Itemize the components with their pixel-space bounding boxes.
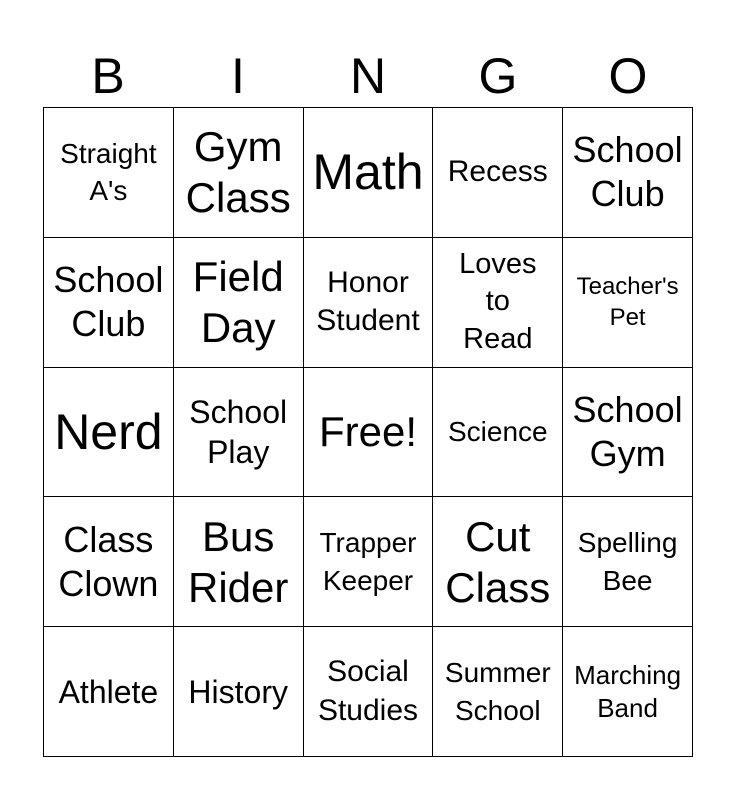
bingo-cell[interactable] [304, 238, 434, 368]
header-letter-b: B [91, 48, 125, 104]
bingo-cell[interactable] [44, 497, 174, 627]
bingo-cell-label: Honor Student [316, 265, 420, 338]
bingo-cell-label: Loves to Read [459, 247, 537, 356]
bingo-cell-label: Summer School [444, 656, 551, 726]
bingo-cell-label: Gym Class [185, 123, 291, 222]
bingo-cell-label: Bus Rider [188, 512, 289, 611]
bingo-card-grid [43, 107, 693, 757]
header-letter-i: I [231, 48, 245, 104]
bingo-cell-label: Athlete [58, 673, 159, 710]
bingo-cell[interactable] [433, 108, 563, 238]
bingo-cell[interactable] [44, 238, 174, 368]
bingo-cell[interactable] [44, 108, 174, 238]
header-letter-n: N [349, 48, 387, 104]
bingo-cell[interactable] [174, 627, 304, 757]
bingo-cell-label: School Club [572, 129, 683, 215]
bingo-cell[interactable] [563, 368, 693, 498]
bingo-cell[interactable] [174, 368, 304, 498]
bingo-cell-label: History [188, 673, 288, 710]
bingo-cell[interactable] [563, 108, 693, 238]
bingo-cell[interactable] [304, 627, 434, 757]
bingo-cell-label: Class Clown [58, 518, 159, 604]
bingo-cell-label: Straight A's [60, 137, 157, 207]
header-letter-g: G [478, 48, 518, 104]
bingo-cell[interactable] [174, 497, 304, 627]
bingo-cell-label: Nerd [54, 403, 163, 460]
bingo-cell-label: School Club [53, 259, 164, 345]
bingo-cell[interactable] [433, 497, 563, 627]
bingo-cell[interactable] [44, 627, 174, 757]
bingo-cell[interactable] [563, 497, 693, 627]
bingo-cell[interactable] [563, 238, 693, 368]
bingo-cell-label: Teacher's Pet [576, 273, 679, 332]
bingo-cell[interactable] [304, 108, 434, 238]
bingo-cell[interactable] [563, 627, 693, 757]
bingo-cell-label: Field Day [192, 252, 284, 352]
bingo-cell-label: School Gym [572, 389, 683, 474]
bingo-cell-label: Cut Class [445, 512, 551, 611]
bingo-cell[interactable] [44, 368, 174, 498]
bingo-cell-label: Trapper Keeper [319, 526, 417, 596]
bingo-cell-label: Math [312, 144, 424, 201]
bingo-cell[interactable] [304, 368, 434, 498]
bingo-header [43, 48, 693, 104]
bingo-cell[interactable] [174, 238, 304, 368]
bingo-cell-label: Spelling Bee [577, 526, 678, 596]
bingo-cell[interactable] [174, 108, 304, 238]
bingo-cell-label: Marching Band [574, 660, 682, 723]
bingo-cell[interactable] [433, 368, 563, 498]
bingo-cell[interactable] [433, 627, 563, 757]
bingo-cell-label: School Play [189, 393, 288, 470]
header-letter-o: O [608, 48, 648, 104]
bingo-cell-label: Social Studies [317, 655, 419, 727]
bingo-cell-label: Free! [318, 408, 417, 456]
bingo-cell-label: Recess [447, 155, 548, 189]
bingo-cell[interactable] [433, 238, 563, 368]
bingo-cell-label: Science [447, 416, 548, 448]
bingo-cell[interactable] [304, 497, 434, 627]
